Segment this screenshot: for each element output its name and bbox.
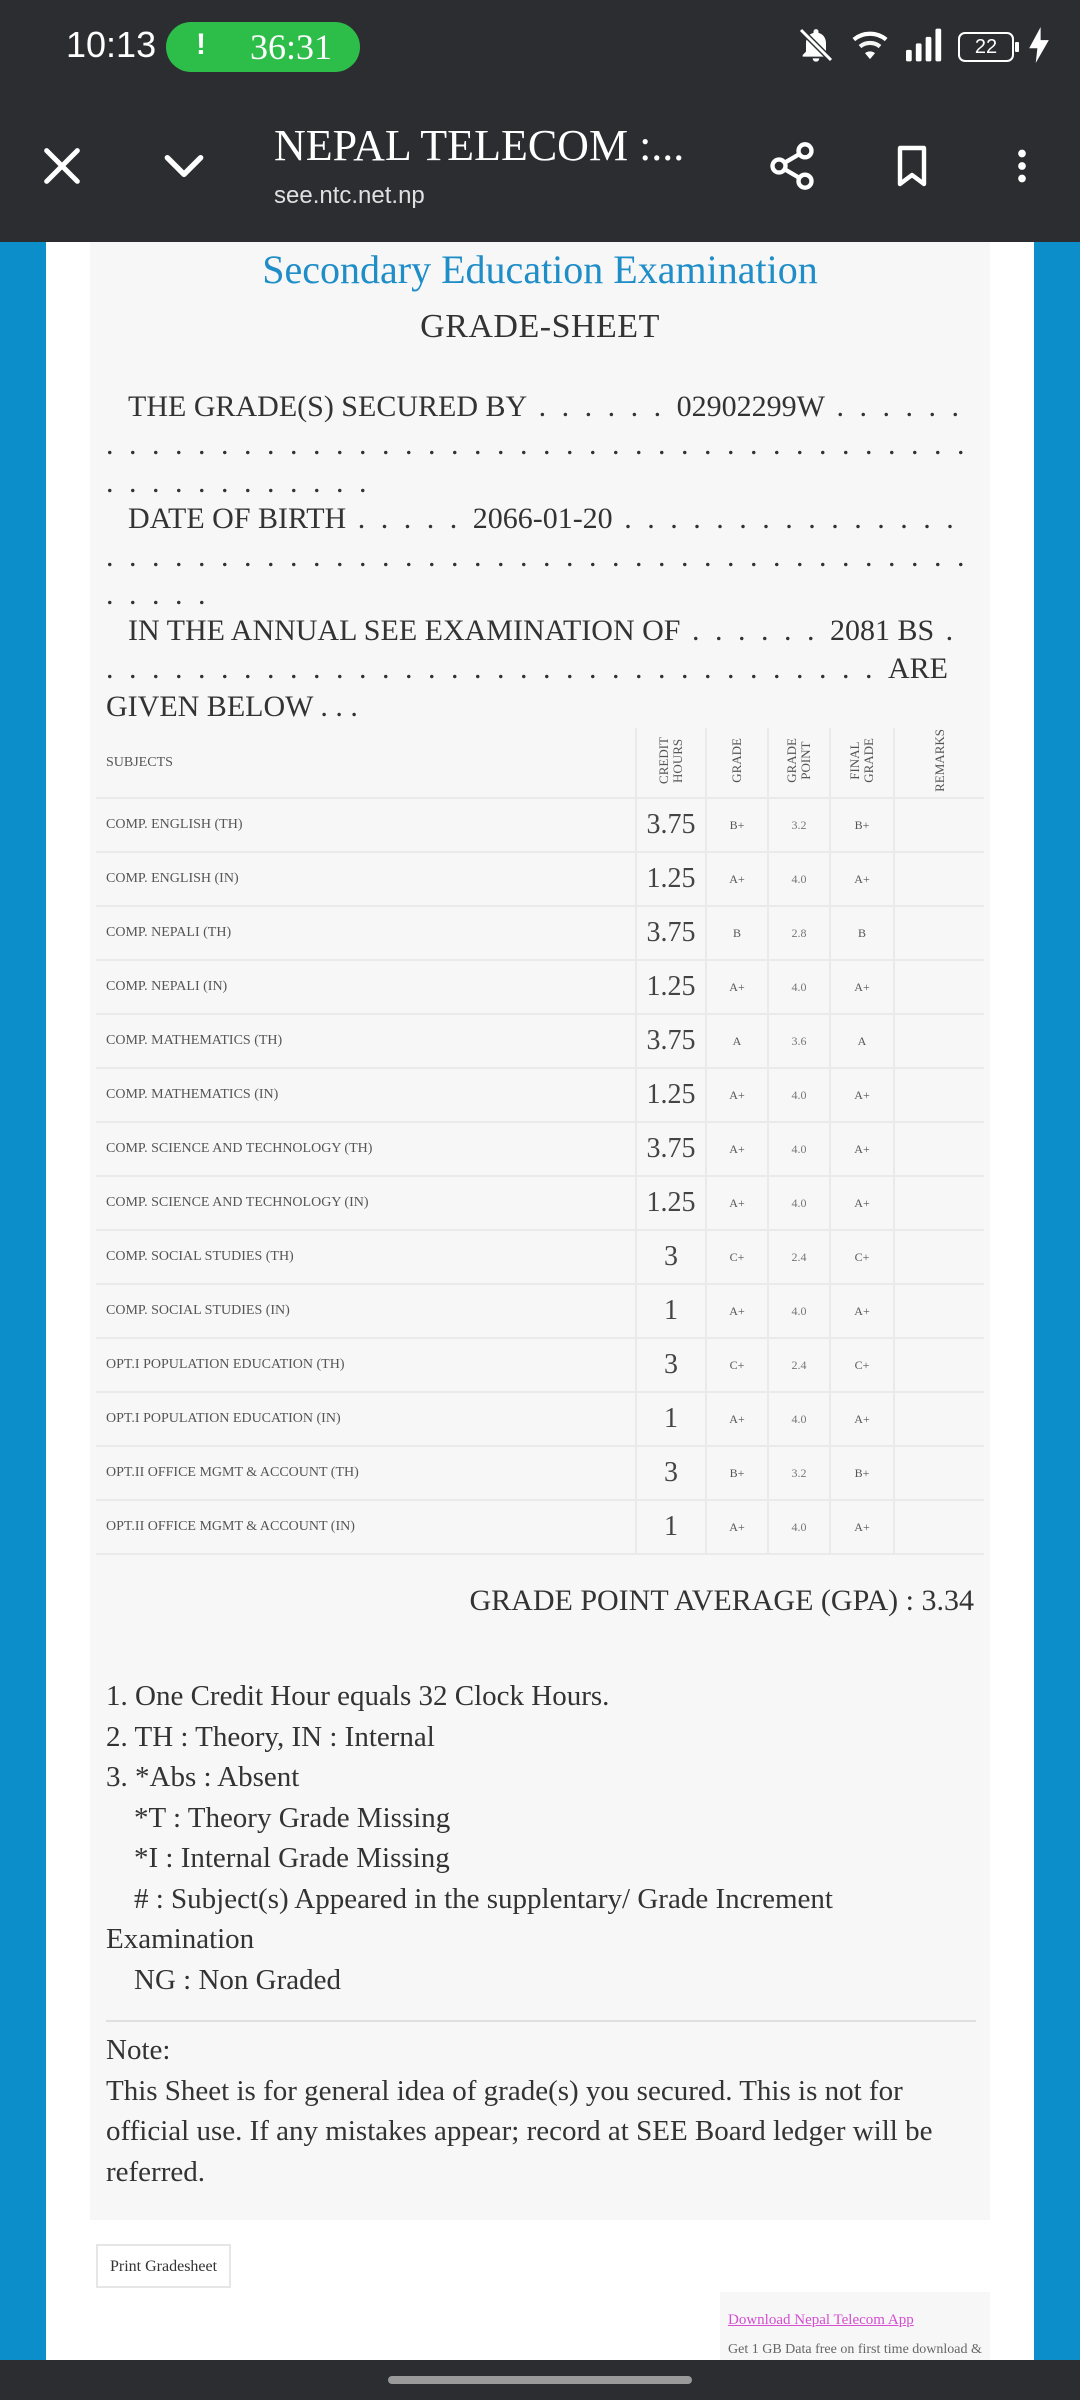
- grade-table: [96, 728, 984, 1555]
- grade-point-cell: 4.0: [768, 1068, 830, 1122]
- more-options-button[interactable]: [982, 126, 1062, 206]
- note-line: 1. One Credit Hour equals 32 Clock Hours.: [106, 1680, 610, 1712]
- grade-cell: A+: [706, 1500, 768, 1554]
- grade-cell: A+: [706, 1176, 768, 1230]
- grade-cell: A+: [706, 960, 768, 1014]
- remarks-cell: [894, 1338, 984, 1392]
- close-button[interactable]: [22, 126, 102, 206]
- grade-cell: A+: [706, 1392, 768, 1446]
- gradesheet-card: [90, 242, 990, 2220]
- subject-cell: COMP. NEPALI (TH): [96, 906, 636, 960]
- sheet-title: GRADE-SHEET: [420, 308, 660, 345]
- remarks-cell: [894, 1122, 984, 1176]
- grade-point-cell: 4.0: [768, 1176, 830, 1230]
- download-app-link[interactable]: Download Nepal Telecom App: [728, 2312, 914, 2328]
- grade-cell: C+: [706, 1338, 768, 1392]
- exam-year: 2081 BS: [829, 614, 935, 647]
- table-row: [96, 1392, 984, 1446]
- gpa-text: GRADE POINT AVERAGE (GPA) : 3.34: [469, 1584, 974, 1617]
- table-row: [96, 1014, 984, 1068]
- note-line: 3. *Abs : Absent: [106, 1761, 300, 1793]
- page-url: see.ntc.net.np: [274, 182, 425, 209]
- table-row: [96, 960, 984, 1014]
- table-row: [96, 1338, 984, 1392]
- exam-title: Secondary Education Examination: [262, 247, 818, 292]
- subject-cell: COMP. MATHEMATICS (IN): [96, 1068, 636, 1122]
- grade-point-cell: 4.0: [768, 960, 830, 1014]
- notes-divider: [106, 2020, 976, 2022]
- remarks-cell: [894, 1392, 984, 1446]
- subject-cell: COMP. SOCIAL STUDIES (TH): [96, 1230, 636, 1284]
- credit-cell: 3.75: [636, 1122, 706, 1176]
- grade-cell: B+: [706, 1446, 768, 1500]
- credit-cell: 1.25: [636, 852, 706, 906]
- credit-cell: 3.75: [636, 798, 706, 852]
- table-row: [96, 1122, 984, 1176]
- subject-cell: COMP. SCIENCE AND TECHNOLOGY (TH): [96, 1122, 636, 1176]
- grade-point-cell: 4.0: [768, 1284, 830, 1338]
- download-app-subtext: Get 1 GB Data free on first time download &: [728, 2342, 982, 2357]
- call-timer: 36:31: [250, 27, 333, 67]
- exam-label: IN THE ANNUAL SEE EXAMINATION OF: [128, 614, 681, 647]
- grade-cell: A+: [706, 1284, 768, 1338]
- header-subjects: SUBJECTS: [96, 728, 636, 798]
- subject-cell: COMP. ENGLISH (TH): [96, 798, 636, 852]
- subject-cell: COMP. ENGLISH (IN): [96, 852, 636, 906]
- remarks-cell: [894, 906, 984, 960]
- grade-point-cell: 4.0: [768, 1500, 830, 1554]
- date-of-birth: 2066-01-20: [472, 502, 613, 535]
- grade-cell: B: [706, 906, 768, 960]
- final-grade-cell: A+: [830, 852, 894, 906]
- credit-cell: 1.25: [636, 960, 706, 1014]
- final-grade-cell: A+: [830, 1122, 894, 1176]
- note-line: *I : Internal Grade Missing: [134, 1842, 450, 1874]
- grade-point-cell: 4.0: [768, 1392, 830, 1446]
- exam-line: IN THE ANNUAL SEE EXAMINATION OF . . . . . . 2081 BS . . . . . . . . . . . . . . . . . . . . . . . . . . . . . . . . . . . ARE GIVEN BELOW . . .: [106, 614, 958, 723]
- status-bar: [0, 0, 1080, 96]
- custom-tab-toolbar: [0, 96, 1080, 242]
- status-icons: [796, 22, 1050, 72]
- subject-cell: OPT.II OFFICE MGMT & ACCOUNT (TH): [96, 1446, 636, 1500]
- subject-cell: COMP. NEPALI (IN): [96, 960, 636, 1014]
- final-grade-cell: A+: [830, 1176, 894, 1230]
- grade-cell: A: [706, 1014, 768, 1068]
- credit-cell: 1.25: [636, 1176, 706, 1230]
- grade-point-cell: 2.8: [768, 906, 830, 960]
- final-grade-cell: A: [830, 1014, 894, 1068]
- page-title: NEPAL TELECOM :...: [274, 121, 685, 170]
- dob-line: DATE OF BIRTH . . . . . 2066-01-20 . . . . . . . . . . . . . . . . . . . . . . . . . . . . . . . . . . . . . . . . . . . . . . . . . . . . . . . . . .: [106, 502, 969, 611]
- header-grade: GRADE: [706, 728, 768, 798]
- print-gradesheet-button[interactable]: Print Gradesheet: [96, 2244, 231, 2288]
- secured-by-label: THE GRADE(S) SECURED BY: [128, 390, 528, 423]
- disclaimer: [106, 2030, 976, 2192]
- bookmark-button[interactable]: [872, 126, 952, 206]
- table-row: [96, 1230, 984, 1284]
- share-button[interactable]: [752, 126, 832, 206]
- credit-cell: 3: [636, 1338, 706, 1392]
- secured-by-line: THE GRADE(S) SECURED BY . . . . . . 02902299W . . . . . . . . . . . . . . . . . . . . . . . . . . . . . . . . . . . . . . . . . . . . . . . . . . . . . . . .: [106, 390, 969, 499]
- subject-cell: COMP. SCIENCE AND TECHNOLOGY (IN): [96, 1176, 636, 1230]
- remarks-cell: [894, 1284, 984, 1338]
- final-grade-cell: B+: [830, 1446, 894, 1500]
- note-text: This Sheet is for general idea of grade(s) you secured. This is not for official use. If any mistakes appear; record at SEE Board ledger will be referred.: [106, 2074, 933, 2188]
- subject-cell: OPT.I POPULATION EDUCATION (TH): [96, 1338, 636, 1392]
- remarks-cell: [894, 1500, 984, 1554]
- final-grade-cell: B: [830, 906, 894, 960]
- table-row: [96, 1176, 984, 1230]
- final-grade-cell: A+: [830, 1500, 894, 1554]
- subject-cell: COMP. SOCIAL STUDIES (IN): [96, 1284, 636, 1338]
- credit-cell: 3: [636, 1446, 706, 1500]
- grade-point-cell: 2.4: [768, 1338, 830, 1392]
- minimize-button[interactable]: [144, 126, 224, 206]
- table-row: [96, 1446, 984, 1500]
- credit-cell: 1: [636, 1284, 706, 1338]
- credit-cell: 1: [636, 1392, 706, 1446]
- home-gesture-handle[interactable]: [388, 2376, 692, 2384]
- final-grade-cell: B+: [830, 798, 894, 852]
- table-row: [96, 1284, 984, 1338]
- credit-cell: 3.75: [636, 1014, 706, 1068]
- share-icon: [766, 140, 818, 192]
- wifi-icon: [850, 25, 890, 70]
- note-line: 2. TH : Theory, IN : Internal: [106, 1720, 435, 1753]
- note-line: NG : Non Graded: [134, 1963, 341, 1996]
- bookmark-icon: [888, 142, 936, 190]
- header-final-grade: FINAL GRADE: [830, 728, 894, 798]
- status-time: 10:13: [66, 24, 157, 65]
- grade-cell: B+: [706, 798, 768, 852]
- final-grade-cell: A+: [830, 1068, 894, 1122]
- final-grade-cell: C+: [830, 1230, 894, 1284]
- more-vert-icon: [1002, 141, 1042, 191]
- system-nav-bar: [0, 2360, 1080, 2400]
- note-heading: Note:: [106, 2034, 171, 2066]
- battery-icon: 22: [958, 32, 1014, 62]
- grade-cell: A+: [706, 1068, 768, 1122]
- table-row: [96, 1500, 984, 1554]
- note-line: *T : Theory Grade Missing: [134, 1801, 451, 1834]
- remarks-cell: [894, 1014, 984, 1068]
- table-row: [96, 906, 984, 960]
- app-promo-box: [720, 2292, 990, 2360]
- final-grade-cell: C+: [830, 1338, 894, 1392]
- credit-cell: 1.25: [636, 1068, 706, 1122]
- remarks-cell: [894, 960, 984, 1014]
- grade-cell: A+: [706, 852, 768, 906]
- final-grade-cell: A+: [830, 960, 894, 1014]
- grade-point-cell: 4.0: [768, 1122, 830, 1176]
- remarks-cell: [894, 1230, 984, 1284]
- remarks-cell: [894, 1068, 984, 1122]
- remarks-cell: [894, 1176, 984, 1230]
- grade-point-cell: 3.6: [768, 1014, 830, 1068]
- legend-notes: [106, 1676, 976, 2000]
- header-grade-point: GRADE POINT: [768, 728, 830, 798]
- header-credit-hours: CREDIT HOURS: [636, 728, 706, 798]
- note-line: # : Subject(s) Appeared in the supplentary/ Grade Increment: [134, 1882, 833, 1915]
- call-alert-icon: !: [196, 28, 206, 61]
- chevron-down-icon: [159, 141, 209, 191]
- table-header-row: [96, 728, 984, 798]
- signal-icon: [904, 27, 944, 68]
- remarks-cell: [894, 1446, 984, 1500]
- table-row: [96, 852, 984, 906]
- remarks-cell: [894, 798, 984, 852]
- table-row: [96, 1068, 984, 1122]
- subject-cell: OPT.I POPULATION EDUCATION (IN): [96, 1392, 636, 1446]
- credit-cell: 3: [636, 1230, 706, 1284]
- grade-point-cell: 4.0: [768, 852, 830, 906]
- final-grade-cell: A+: [830, 1284, 894, 1338]
- subject-cell: COMP. MATHEMATICS (TH): [96, 1014, 636, 1068]
- charging-icon: [1028, 27, 1050, 68]
- given-below-text: ARE GIVEN BELOW . . .: [106, 652, 948, 723]
- grade-point-cell: 3.2: [768, 1446, 830, 1500]
- grade-cell: A+: [706, 1122, 768, 1176]
- grade-point-cell: 3.2: [768, 798, 830, 852]
- credit-cell: 3.75: [636, 906, 706, 960]
- header-remarks: REMARKS: [894, 728, 984, 798]
- note-line: Examination: [106, 1923, 255, 1955]
- final-grade-cell: A+: [830, 1392, 894, 1446]
- close-icon: [39, 143, 85, 189]
- grade-cell: C+: [706, 1230, 768, 1284]
- web-page: [46, 242, 1034, 2360]
- symbol-number: 02902299W: [676, 390, 825, 423]
- grade-point-cell: 2.4: [768, 1230, 830, 1284]
- ongoing-call-pill[interactable]: [166, 22, 360, 72]
- credit-cell: 1: [636, 1500, 706, 1554]
- remarks-cell: [894, 852, 984, 906]
- table-row: [96, 798, 984, 852]
- mute-icon: [796, 25, 836, 70]
- dob-label: DATE OF BIRTH: [128, 502, 347, 535]
- subject-cell: OPT.II OFFICE MGMT & ACCOUNT (IN): [96, 1500, 636, 1554]
